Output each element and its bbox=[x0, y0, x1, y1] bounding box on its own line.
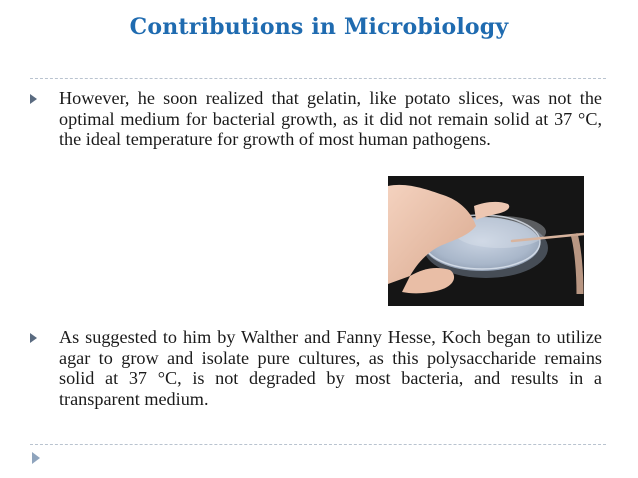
bullet-item-2 bbox=[30, 327, 602, 409]
triangle-bullet-icon bbox=[30, 333, 37, 343]
triangle-bullet-icon bbox=[30, 94, 37, 104]
bottom-divider bbox=[30, 444, 606, 445]
bullet-text-2: As suggested to him by Walther and Fanny Hesse, Koch began to utilize agar to grow and isolate pure cultures, as this polysaccharide remains solid at 37 °C, is not degraded by most bacteria, and results in a transparent medium. bbox=[59, 327, 602, 409]
bullet-item-1 bbox=[30, 88, 602, 150]
top-divider bbox=[30, 78, 606, 79]
bullet-text-1: However, he soon realized that gelatin, like potato slices, was not the optimal medium for bacterial growth, as it did not remain solid at 37 °C, the ideal temperature for growth of most human pathogens. bbox=[59, 88, 602, 149]
slide-title: Contributions in Microbiology bbox=[129, 14, 509, 40]
petri-dish-photo bbox=[388, 176, 584, 306]
slide-corner-arrow-icon bbox=[32, 452, 40, 464]
